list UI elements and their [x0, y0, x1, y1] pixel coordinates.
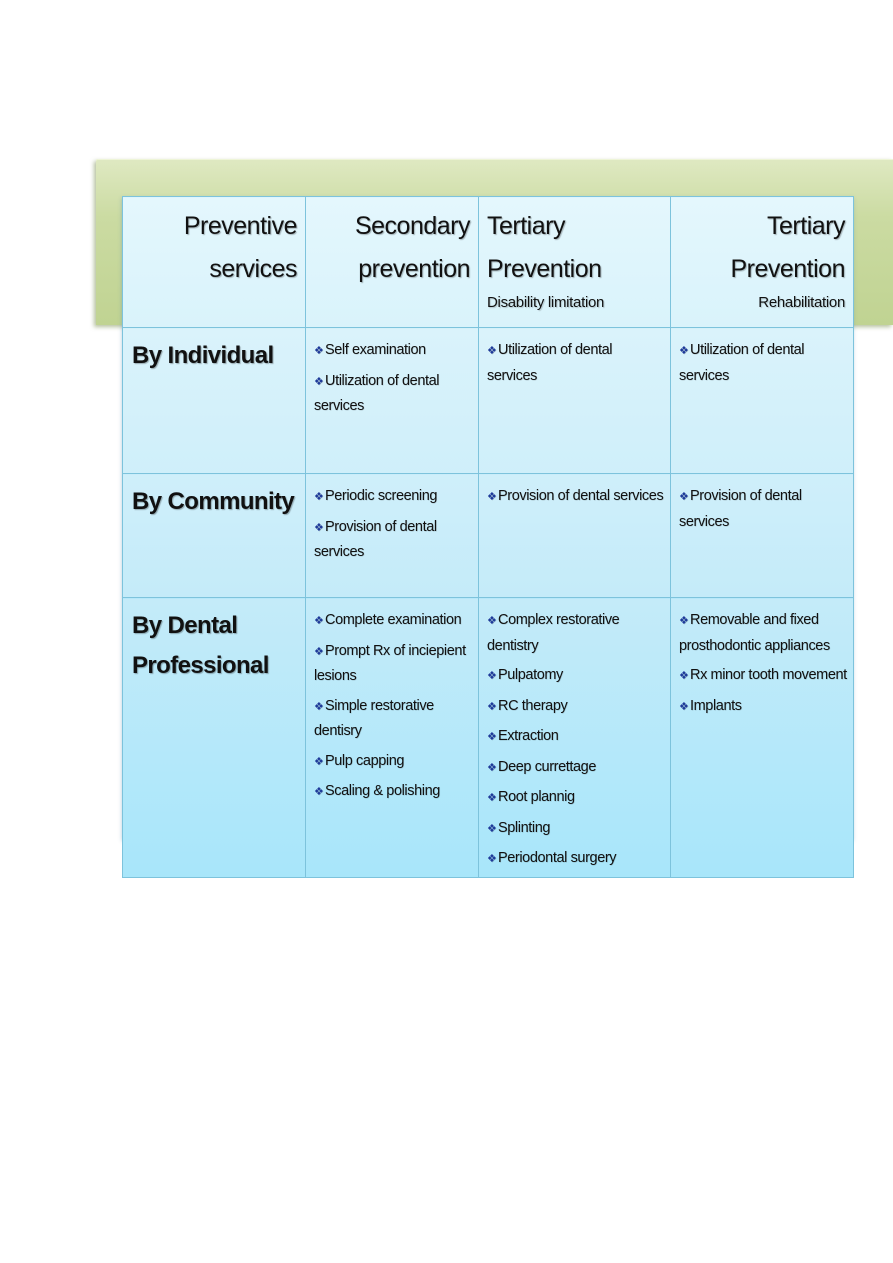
- tertiary-disability-cell: [479, 328, 671, 474]
- list-item: [487, 785, 664, 811]
- table-row-by-individual: [123, 328, 854, 474]
- header-col4-subtitle: Rehabilitation: [758, 294, 845, 311]
- row-label-line: By Individual: [132, 342, 274, 369]
- header-col1-line2: services: [209, 255, 297, 283]
- header-col1-line1: Preventive: [183, 212, 297, 240]
- list-item-text: Pulp capping: [325, 752, 405, 769]
- list-item: [487, 338, 664, 388]
- list-item: [487, 694, 664, 720]
- diamond-bullet-icon: ❖: [487, 761, 497, 774]
- list-item-text: Rx minor tooth movement: [690, 667, 847, 683]
- list-item: [314, 694, 472, 744]
- list-item-text: Root plannig: [498, 789, 575, 805]
- list-item-text: Extraction: [498, 728, 559, 744]
- tertiary-disability-list: [479, 474, 670, 510]
- list-item: [314, 639, 472, 689]
- tertiary-rehab-cell: [671, 598, 854, 878]
- diamond-bullet-icon: ❖: [487, 792, 497, 804]
- header-cell-tertiary-disability: [479, 197, 671, 328]
- diamond-bullet-icon: ❖: [314, 491, 324, 503]
- diamond-bullet-icon: ❖: [314, 786, 324, 798]
- header-cell-secondary-prevention: [306, 197, 479, 328]
- diamond-bullet-icon: ❖: [679, 670, 689, 682]
- header-col4-line1: Tertiary: [767, 212, 845, 240]
- list-item: [314, 484, 472, 510]
- diamond-bullet-icon: ❖: [487, 731, 497, 743]
- header-cell-tertiary-rehabilitation: [671, 197, 854, 328]
- diamond-bullet-icon: ❖: [314, 755, 324, 768]
- list-item-text: Periodic screening: [325, 488, 438, 504]
- tertiary-rehab-list: [671, 474, 853, 534]
- tertiary-disability-cell: [479, 598, 671, 878]
- list-item-text: Utilization of dental services: [679, 342, 805, 384]
- tertiary-disability-list: [479, 598, 670, 872]
- list-item-text: Utilization of dental services: [487, 342, 613, 384]
- list-item: [487, 608, 664, 658]
- list-item-text: Simple restorative dentisry: [314, 697, 434, 739]
- list-item-text: Periodontal surgery: [498, 850, 617, 866]
- header-col3-line2: Prevention: [487, 255, 602, 283]
- tertiary-rehab-list: [671, 598, 853, 719]
- list-item: [314, 779, 472, 805]
- list-item-text: Provision of dental services: [314, 518, 437, 560]
- list-item: [487, 846, 664, 872]
- tertiary-disability-cell: [479, 474, 671, 598]
- list-item: [314, 369, 472, 419]
- header-col3-line1: Tertiary: [487, 212, 565, 240]
- list-item: [679, 338, 847, 388]
- prevention-table-wrapper: [122, 196, 853, 866]
- row-label-cell: [123, 474, 306, 598]
- list-item-text: Utilization of dental services: [314, 372, 440, 414]
- diamond-bullet-icon: ❖: [487, 670, 497, 682]
- row-label-line: By Dental: [132, 612, 238, 639]
- diamond-bullet-icon: ❖: [314, 700, 324, 713]
- header-col4-line2: Prevention: [730, 255, 845, 283]
- list-item: [487, 663, 664, 689]
- diamond-bullet-icon: ❖: [314, 521, 324, 534]
- tertiary-disability-list: [479, 328, 670, 388]
- diamond-bullet-icon: ❖: [679, 615, 689, 627]
- list-item: [679, 608, 847, 658]
- table-row-by-dental-professional: [123, 598, 854, 878]
- list-item: [679, 663, 847, 689]
- secondary-cell: [306, 598, 479, 878]
- diamond-bullet-icon: ❖: [679, 345, 689, 357]
- list-item: [314, 608, 472, 634]
- list-item: [487, 755, 664, 781]
- table-row-by-community: [123, 474, 854, 598]
- diamond-bullet-icon: ❖: [314, 375, 324, 388]
- diamond-bullet-icon: ❖: [487, 615, 497, 627]
- list-item: [679, 484, 847, 534]
- list-item: [314, 515, 472, 565]
- secondary-cell: [306, 328, 479, 474]
- tertiary-rehab-list: [671, 328, 853, 388]
- header-row: [123, 197, 854, 328]
- row-label-cell: [123, 598, 306, 878]
- row-label-line: By Community: [132, 488, 295, 515]
- row-label-cell: [123, 328, 306, 474]
- diamond-bullet-icon: ❖: [487, 345, 497, 357]
- diamond-bullet-icon: ❖: [314, 345, 324, 357]
- tertiary-rehab-cell: [671, 474, 854, 598]
- list-item: [679, 694, 847, 720]
- tertiary-rehab-cell: [671, 328, 854, 474]
- list-item-text: Implants: [690, 697, 742, 714]
- list-item-text: Deep currettage: [498, 758, 596, 775]
- diamond-bullet-icon: ❖: [487, 822, 497, 835]
- list-item-text: Complete examination: [325, 612, 462, 628]
- row-label-line: Professional: [132, 652, 269, 679]
- prevention-table: [122, 196, 854, 878]
- secondary-list: [306, 474, 478, 565]
- list-item-text: Complex restorative dentistry: [487, 612, 620, 654]
- list-item: [314, 749, 472, 775]
- list-item: [487, 724, 664, 750]
- diamond-bullet-icon: ❖: [679, 491, 689, 503]
- list-item-text: Removable and fixed prosthodontic appliances: [679, 612, 830, 654]
- header-cell-preventive-services: [123, 197, 306, 328]
- list-item-text: Self examination: [325, 342, 426, 358]
- header-col2-line1: Secondary: [354, 212, 470, 240]
- header-col3-subtitle: Disability limitation: [487, 294, 605, 311]
- secondary-list: [306, 598, 478, 805]
- diamond-bullet-icon: ❖: [487, 853, 497, 865]
- diamond-bullet-icon: ❖: [314, 645, 324, 658]
- header-col2-line2: prevention: [358, 255, 470, 283]
- list-item-text: Provision of dental services: [498, 488, 664, 504]
- diamond-bullet-icon: ❖: [314, 615, 324, 627]
- list-item-text: Prompt Rx of inciepient lesions: [314, 642, 466, 684]
- list-item: [314, 338, 472, 364]
- list-item-text: Splinting: [498, 819, 551, 836]
- list-item-text: Scaling & polishing: [325, 783, 440, 799]
- secondary-list: [306, 328, 478, 419]
- list-item-text: Pulpatomy: [498, 667, 563, 683]
- list-item-text: RC therapy: [498, 697, 568, 714]
- list-item: [487, 484, 664, 510]
- secondary-cell: [306, 474, 479, 598]
- list-item-text: Provision of dental services: [679, 488, 802, 530]
- diamond-bullet-icon: ❖: [487, 491, 497, 503]
- diamond-bullet-icon: ❖: [679, 700, 689, 713]
- diamond-bullet-icon: ❖: [487, 700, 497, 713]
- list-item: [487, 816, 664, 842]
